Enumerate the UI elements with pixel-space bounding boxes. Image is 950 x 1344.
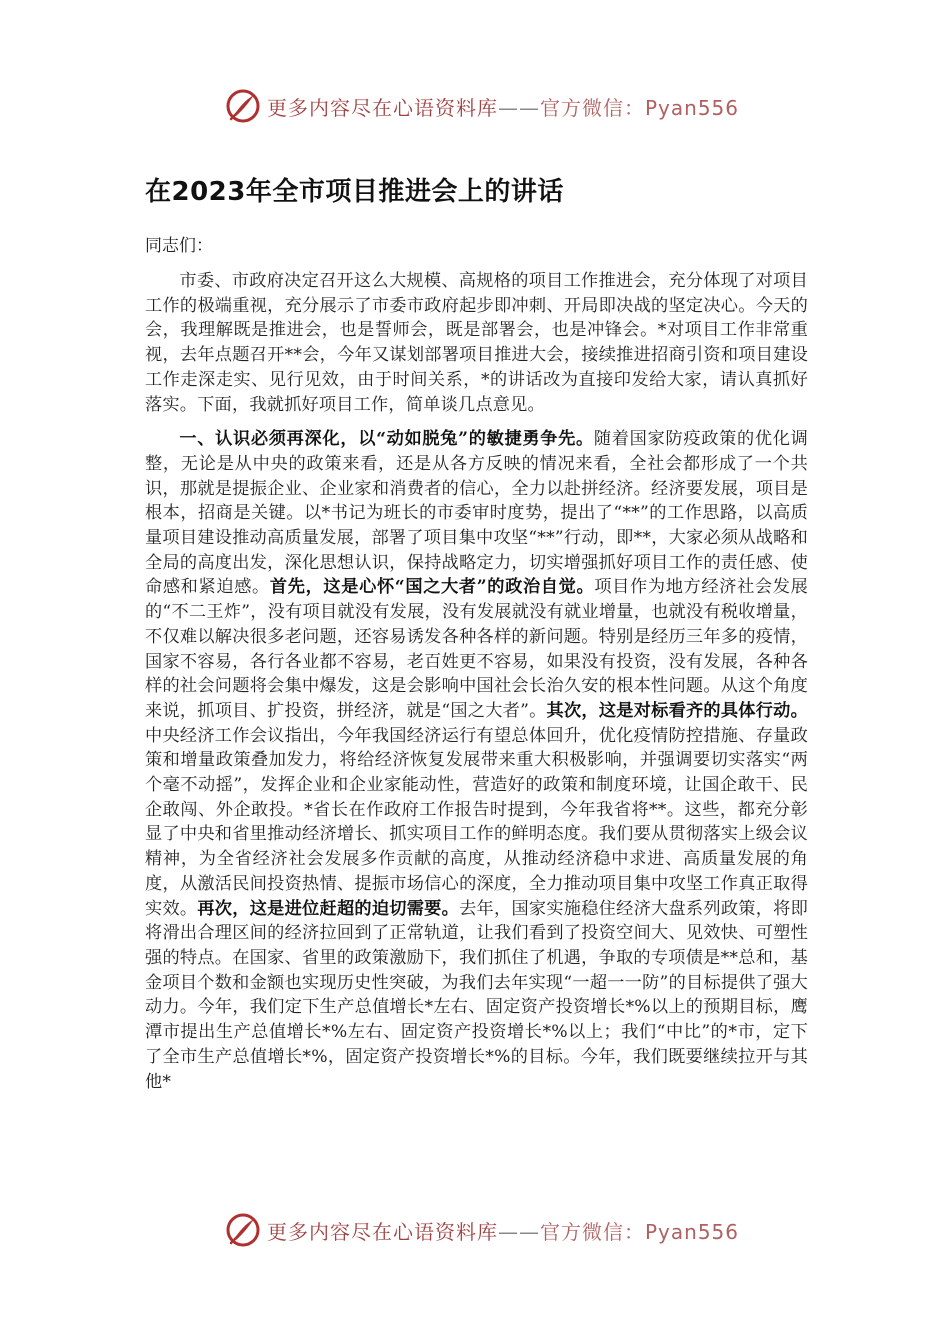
banner-wechat: 官方微信：Pyan556 bbox=[540, 95, 740, 120]
banner-wechat: 官方微信：Pyan556 bbox=[540, 1219, 740, 1244]
point-heading-first: 首先，这是心怀“国之大者”的政治自觉。 bbox=[269, 577, 595, 598]
footer-banner bbox=[225, 1210, 739, 1250]
point-heading-third: 再次，这是进位赶超的迫切需要。 bbox=[197, 898, 460, 919]
feather-pen-logo-icon bbox=[225, 1212, 261, 1248]
banner-main: 更多内容尽在心语资料库 bbox=[267, 95, 498, 120]
point-text-first: 项目作为地方经济社会发展的“不二王炸”，没有项目就没有发展，没有发展就没有就业增量，也就没有税收增量，不仅难以解决很多老问题，还容易诱发各种各样的新问题。特别是经历三年多的疫情，国家不容易，各行各业都不容易，老百姓更不容易，如果没有投资，没有发展，各种各样的社会问题将会集中爆发，这是会影响中国社会长治久安的根本性问题。从这个角度来说，抓项目、扩投资，拼经济，就是“国之大者”。 bbox=[145, 577, 808, 721]
point-heading-second: 其次，这是对标看齐的具体行动。 bbox=[546, 700, 808, 721]
header-banner bbox=[225, 86, 739, 126]
salutation: 同志们： bbox=[145, 236, 213, 256]
point-text-third: 去年，国家实施稳住经济大盘系列政策，将即将滑出合理区间的经济拉回到了正常轨道，让我们看到了投资空间大、见效快、可塑性强的特点。在国家、省里的政策激励下，我们抓住了机遇，争取的专项债是**总和，基金项目个数和金额也实现历史性突破，为我们去年实现“一超一一防”的目标提供了强大动力。今年，我们定下生产总值增长*左右、固定资产投资增长*%以上的预期目标，鹰潭市提出生产总值增长*%左右、固定资产投资增长*%以上；我们“中比”的*市，定下了全市生产总值增长*%，固定资产投资增长*%的目标。今年，我们既要继续拉开与其他* bbox=[145, 898, 808, 1092]
banner-dash: —— bbox=[498, 1219, 540, 1244]
page-title: 在2023年全市项目推进会上的讲话 bbox=[145, 177, 564, 207]
paragraph-intro: 市委、市政府决定召开这么大规模、高规格的项目工作推进会，充分体现了对项目工作的极端重视，充分展示了市委市政府起步即冲刺、开局即决战的坚定决心。今天的会，我理解既是推进会，也是誓师会，既是部署会，也是冲锋会。*对项目工作非常重视，去年点题召开**会，今年又谋划部署项目推进大会，接续推进招商引资和项目建设工作走深走实、见行见效，由于时间关系，*的讲话改为直接印发给大家，请认真抓好落实。下面，我就抓好项目工作，简单谈几点意见。 bbox=[145, 271, 808, 415]
banner-text bbox=[267, 1216, 739, 1245]
section-text: 随着国家防疫政策的优化调整，无论是从中央的政策来看，还是从各方反映的情况来看，全社会都形成了一个共识，那就是提振企业、企业家和消费者的信心，全力以赴拼经济。经济要发展，项目是根本，招商是关键。以*书记为班长的市委审时度势，提出了“**”的工作思路，以高质量项目建设推动高质量发展，部署了项目集中攻坚“**”行动，即**，大家必须从战略和全局的高度出发，深化思想认识，保持战略定力，切实增强抓好项目工作的责任感、使命感和紧迫感。 bbox=[145, 429, 808, 598]
banner-text bbox=[267, 92, 739, 121]
document-body bbox=[145, 172, 808, 1104]
banner-dash: —— bbox=[498, 95, 540, 120]
feather-pen-logo-icon bbox=[225, 88, 261, 124]
point-text-second: 中央经济工作会议指出，今年我国经济运行有望总体回升，优化疫情防控措施、存量政策和增量政策叠加发力，将给经济恢复发展带来重大积极影响，并强调要切实落实“两个毫不动摇”，发挥企业和企业家能动性，营造好的政策和制度环境，让国企敢干、民企敢闯、外企敢投。*省长在作政府工作报告时提到，今年我省将**。这些，都充分彰显了中央和省里推动经济增长、抓实项目工作的鲜明态度。我们要从贯彻落实上级会议精神，为全省经济社会发展多作贡献的高度，从推动经济稳中求进、高质量发展的角度，从激活民间投资热情、提振市场信心的深度，全力推动项目集中攻坚工作真正取得实效。 bbox=[145, 725, 808, 919]
banner-main: 更多内容尽在心语资料库 bbox=[267, 1219, 498, 1244]
paragraph-section-one bbox=[145, 427, 808, 1094]
section-heading: 一、认识必须再深化，以“动如脱兔”的敏捷勇争先。 bbox=[179, 429, 594, 450]
